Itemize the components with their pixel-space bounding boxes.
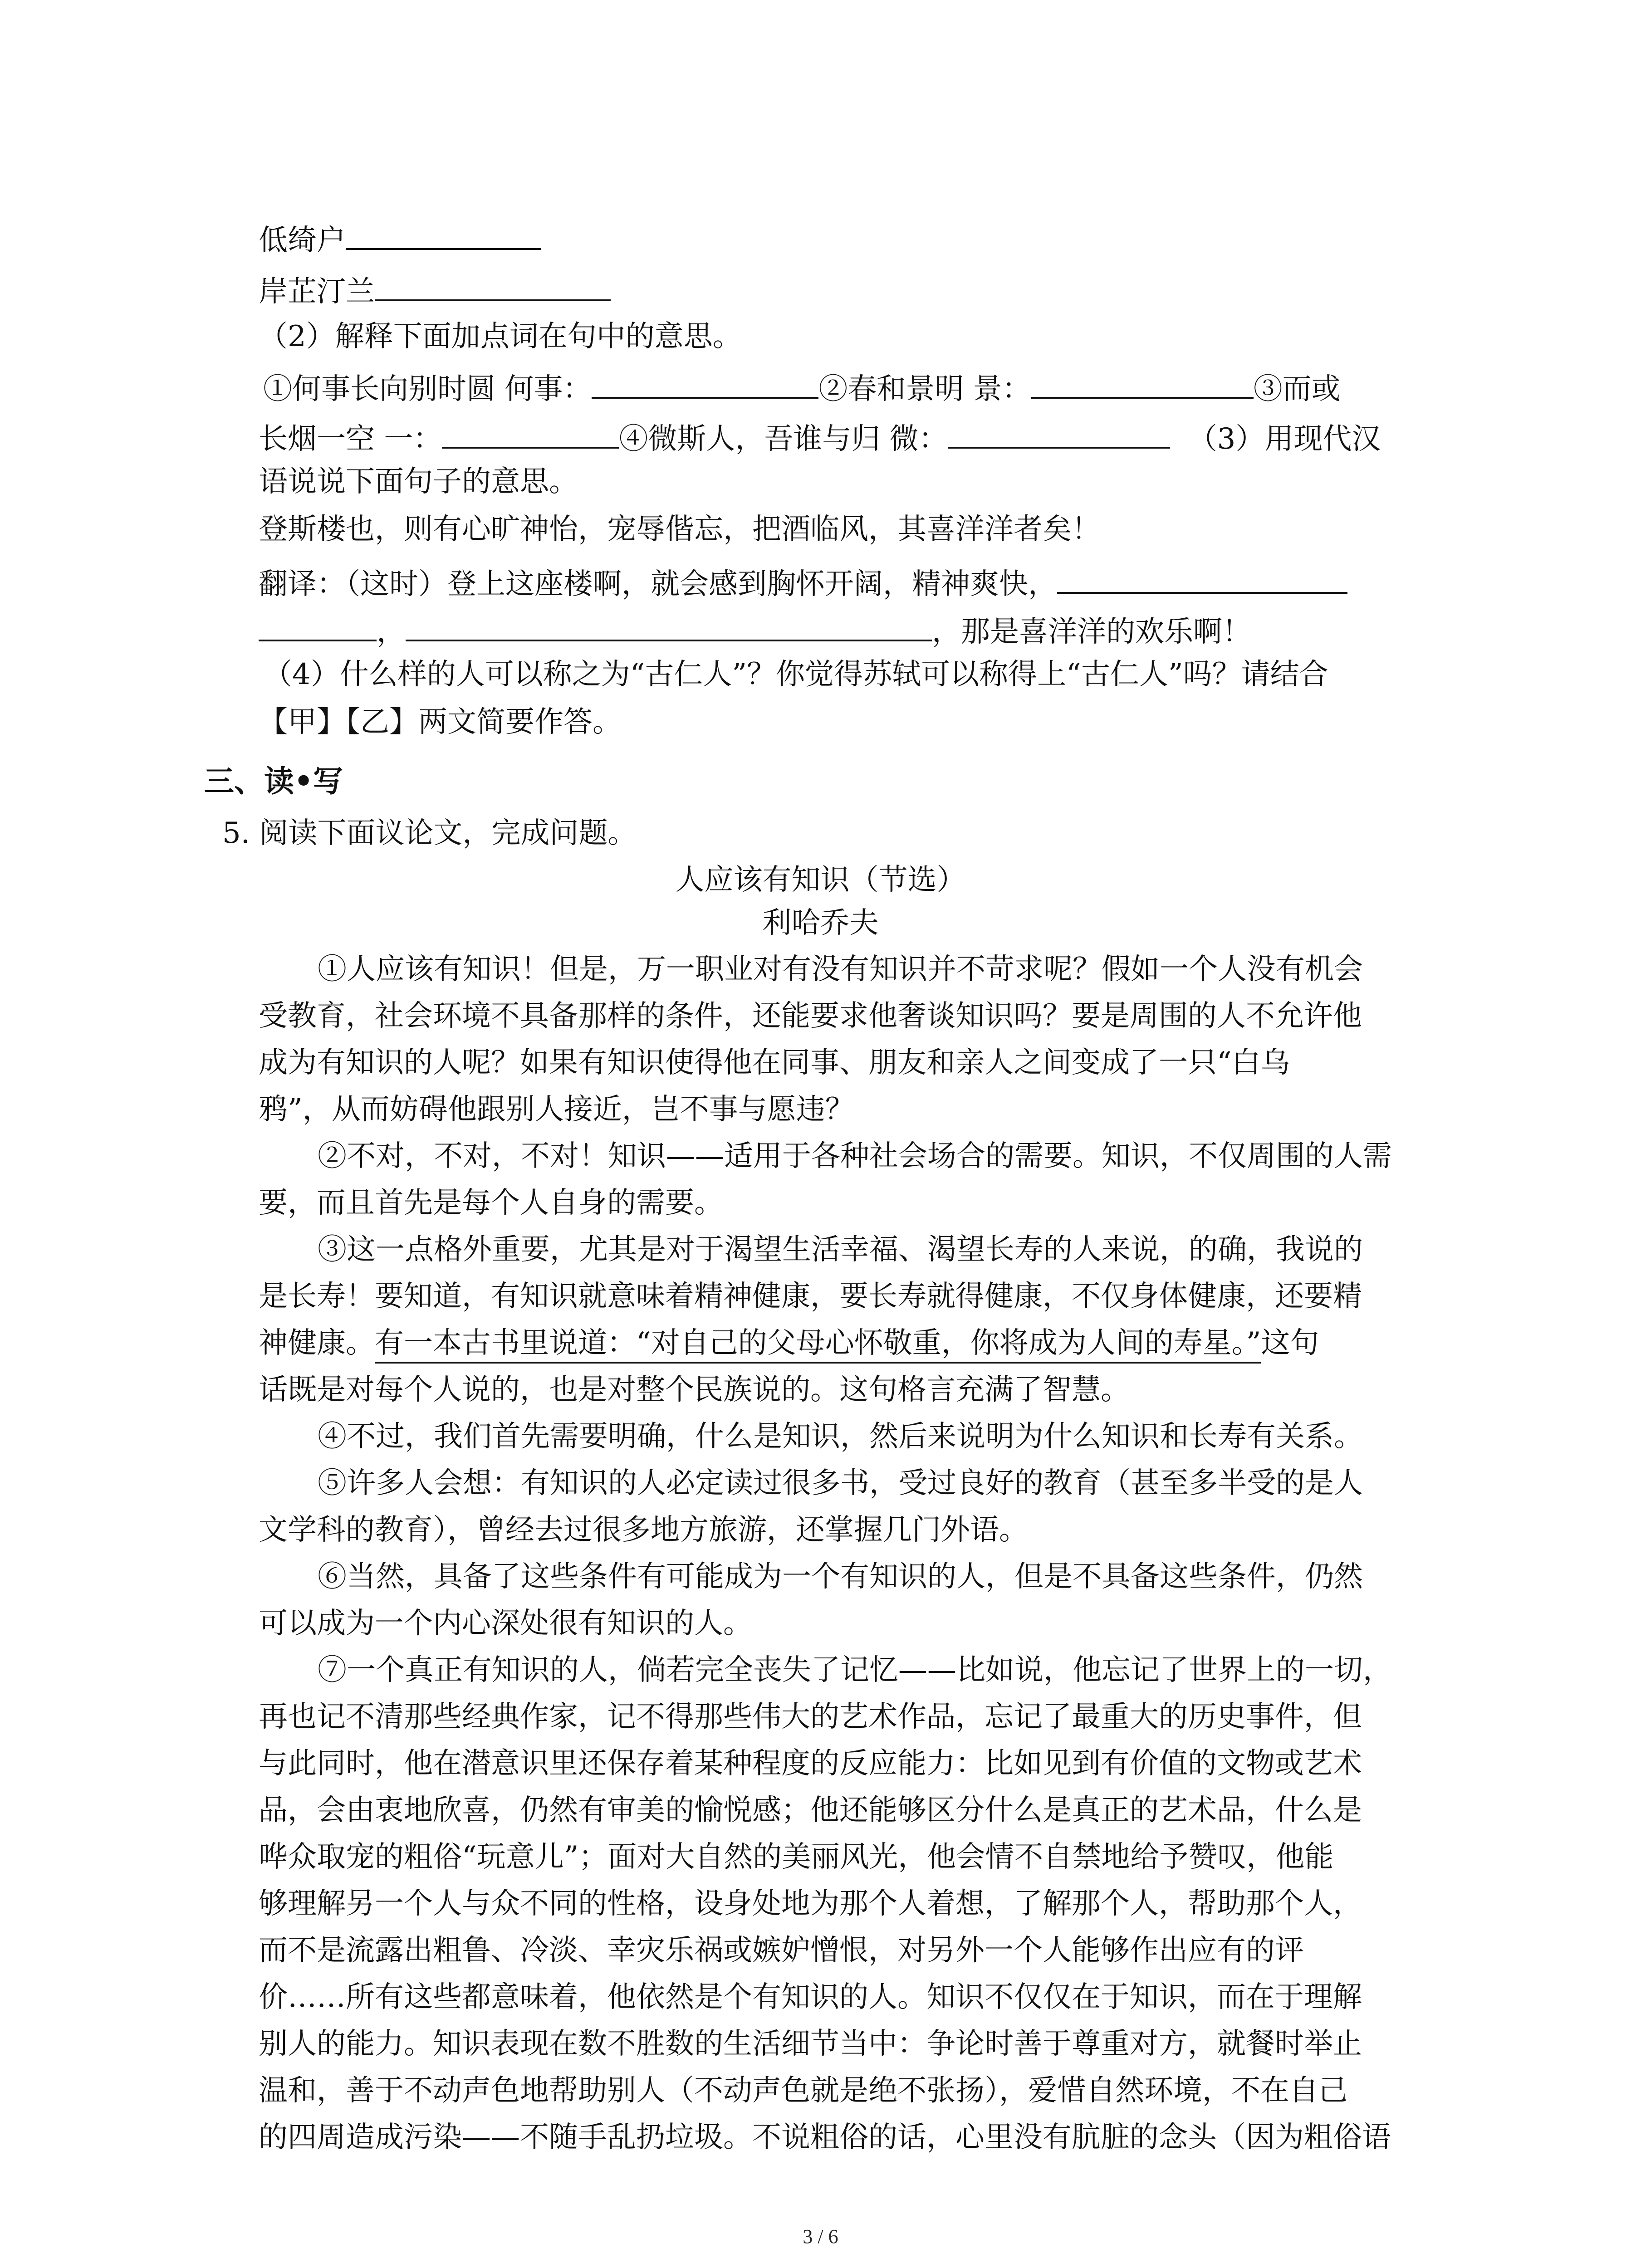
paragraph-7-line: ⑦一个真正有知识的人，倘若完全丧失了记忆——比如说，他忘记了世界上的一切， [318, 1653, 1392, 1687]
answer-blank[interactable] [1031, 370, 1254, 399]
phrase-label: 低绮户 [259, 224, 346, 257]
sub-question-4-line1: （4）什么样的人可以称之为“古仁人”？你觉得苏轼可以称得上“古仁人”吗？请结合 [263, 658, 1328, 691]
answer-blank[interactable] [406, 612, 932, 641]
paragraph-7-line: 别人的能力。知识表现在数不胜数的生活细节当中：争论时善于尊重对方，就餐时举止 [259, 2027, 1362, 2061]
paragraph-3-line-underlined: 神健康。有一本古书里说道：“对自己的父母心怀敬重，你将成为人间的寿星。”这句 [259, 1329, 1319, 1358]
answer-blank[interactable] [346, 221, 541, 250]
translation-line-2: ， ，那是喜洋洋的欢乐啊！ [259, 612, 1251, 646]
paragraph-1-line: ①人应该有知识！但是，万一职业对有没有知识并不苛求呢？假如一个人没有机会 [318, 953, 1363, 986]
paragraph-3-line: 是长寿！要知道，有知识就意味着精神健康，要长寿就得健康，不仅身体健康，还要精 [259, 1280, 1362, 1313]
paragraph-7-line: 品，会由衷地欣喜，仍然有审美的愉悦感；他还能够区分什么是真正的艺术品，什么是 [259, 1794, 1362, 1827]
vocab-line-1: ①何事长向别时圆 何事： ②春和景明 景： ③而或 [263, 370, 1341, 404]
classical-sentence: 登斯楼也，则有心旷神怡，宠辱偕忘，把酒临风，其喜洋洋者矣！ [259, 513, 1101, 546]
answer-line-phrase2 [259, 272, 611, 306]
answer-line-phrase1 [259, 221, 541, 255]
paragraph-5-line: 文学科的教育），曾经去过很多地方旅游，还掌握几门外语。 [259, 1513, 1028, 1547]
paragraph-5-line: ⑤许多人会想：有知识的人必定读过很多书，受过良好的教育（甚至多半受的是人 [318, 1466, 1363, 1500]
answer-blank[interactable] [442, 420, 619, 449]
answer-blank[interactable] [375, 272, 611, 301]
article-title: 人应该有知识（节选） [675, 863, 966, 897]
paragraph-7-line: 够理解另一个人与众不同的性格，设身处地为那个人着想，了解那个人，帮助那个人， [259, 1887, 1362, 1921]
paragraph-6-line: 可以成为一个内心深处很有知识的人。 [259, 1607, 752, 1640]
sub-question-2: （2）解释下面加点词在句中的意思。 [259, 320, 742, 353]
paragraph-6-line: ⑥当然，具备了这些条件有可能成为一个有知识的人，但是不具备这些条件，仍然 [318, 1560, 1363, 1593]
answer-blank[interactable] [1057, 565, 1347, 594]
translation-line-1: 翻译：（这时）登上这座楼啊，就会感到胸怀开阔，精神爽快， [259, 565, 1347, 599]
paragraph-7-line: 的四周造成污染——不随手乱扔垃圾。不说粗俗的话，心里没有肮脏的念头（因为粗俗语 [259, 2121, 1391, 2154]
paragraph-2-line: 要，而且首先是每个人自身的需要。 [259, 1186, 723, 1220]
paragraph-3-line: 话既是对每个人说的，也是对整个民族说的。这句格言充满了智慧。 [259, 1373, 1130, 1407]
phrase-label: 岸芷汀兰 [259, 275, 375, 308]
answer-blank[interactable] [592, 370, 818, 399]
paragraph-7-line: 温和，善于不动声色地帮助别人（不动声色就是绝不张扬），爱惜自然环境，不在自己 [259, 2074, 1347, 2107]
paragraph-7-line: 再也记不清那些经典作家，记不得那些伟大的艺术作品，忘记了最重大的历史事件，但 [259, 1700, 1362, 1734]
vocab-line-2: 长烟一空 一： ④微斯人，吾谁与归 微： （3）用现代汉 [259, 420, 1381, 454]
underlined-quote: 有一本古书里说道：“对自己的父母心怀敬重，你将成为人间的寿星。” [375, 1326, 1261, 1364]
sub-question-4-line2: 【甲】【乙】两文简要作答。 [259, 705, 622, 739]
paragraph-7-line: 与此同时，他在潜意识里还保存着某种程度的反应能力：比如见到有价值的文物或艺术 [259, 1747, 1362, 1780]
answer-blank[interactable] [259, 612, 377, 641]
paragraph-7-line: 价……所有这些都意味着，他依然是个有知识的人。知识不仅仅在于知识，而在于理解 [259, 1980, 1362, 2014]
page-number: 3 / 6 [803, 2225, 838, 2248]
paragraph-7-line: 哗众取宠的粗俗“玩意儿”；面对大自然的美丽风光，他会情不自禁地给予赞叹，他能 [259, 1840, 1334, 1874]
paragraph-4: ④不过，我们首先需要明确，什么是知识，然后来说明为什么知识和长寿有关系。 [318, 1420, 1363, 1453]
article-author: 利哈乔夫 [762, 906, 879, 940]
paragraph-7-line: 而不是流露出粗鲁、冷淡、幸灾乐祸或嫉妒憎恨，对另外一个人能够作出应有的评 [259, 1934, 1304, 1967]
sub-question-3-cont: 语说说下面句子的意思。 [259, 465, 578, 499]
paragraph-1-line: 受教育，社会环境不具备那样的条件，还能要求他奢谈知识吗？要是周围的人不允许他 [259, 999, 1362, 1033]
paragraph-3-line: ③这一点格外重要，尤其是对于渴望生活幸福、渴望长寿的人来说，的确，我说的 [318, 1233, 1363, 1266]
section-heading: 三、读•写 [204, 764, 343, 799]
paragraph-2-line: ②不对，不对，不对！知识——适用于各种社会场合的需要。知识，不仅周围的人需 [318, 1139, 1392, 1173]
question-5-prompt: 5. 阅读下面议论文，完成问题。 [222, 816, 637, 850]
answer-blank[interactable] [948, 420, 1170, 449]
paragraph-1-line: 成为有知识的人呢？如果有知识使得他在同事、朋友和亲人之间变成了一只“白乌 [259, 1046, 1290, 1080]
paragraph-1-line: 鸦”，从而妨碍他跟别人接近，岂不事与愿违？ [259, 1093, 854, 1126]
